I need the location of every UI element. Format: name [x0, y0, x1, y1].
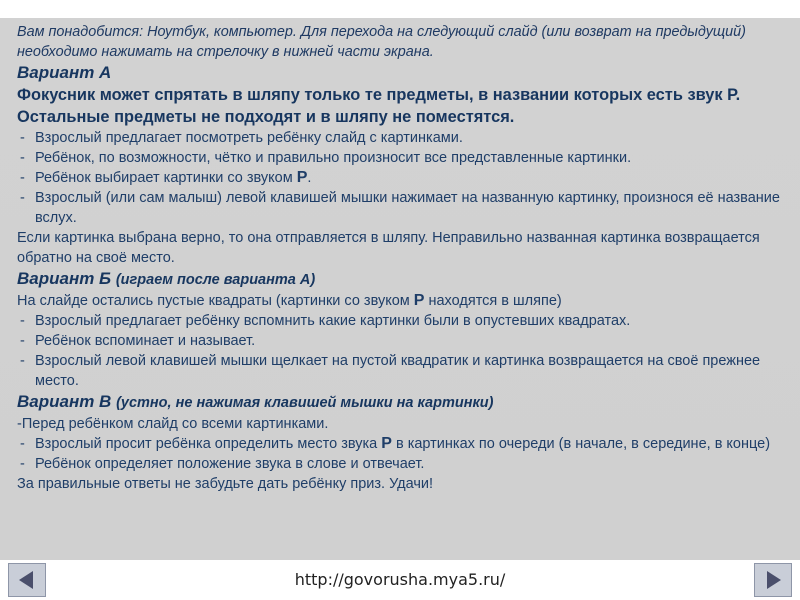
sound-letter: Р	[413, 292, 425, 309]
list-marker: -	[20, 150, 25, 166]
list-marker: -	[20, 313, 25, 329]
variant-b-subtitle: (играем после варианта А)	[115, 272, 316, 288]
slide-content	[17, 22, 792, 494]
list-marker: -	[20, 190, 25, 206]
variant-a-lead: Фокусник может спрятать в шляпу только те предметы, в названии которых есть звук Р. Остальные предметы не подходят и в шляпу не поместятся.	[17, 86, 741, 126]
sound-letter: Р	[381, 435, 392, 452]
list-marker: -	[20, 333, 25, 349]
variant-v-subtitle: (устно, не нажимая клавишей мышки на картинки)	[116, 395, 494, 411]
list-item: - Ребёнок выбирает картинки со звуком Р.	[20, 169, 312, 186]
list-item: - Взрослый (или сам малыш) левой клавишей мышки нажимает на названную картинку, произнося её название вслух.	[20, 190, 780, 226]
list-marker: -	[20, 436, 25, 452]
variant-b-title: Вариант Б (играем после варианта А)	[17, 269, 316, 288]
list-marker: -	[20, 130, 25, 146]
variant-a-title: Вариант А	[17, 63, 112, 82]
list-item: - Взрослый предлагает посмотреть ребёнку слайд с картинками.	[20, 130, 463, 146]
sound-letter: Р	[296, 169, 308, 186]
variant-a-conclusion: Если картинка выбрана верно, то она отправляется в шляпу. Неправильно названная картинка возвращается обратно на своё место.	[17, 230, 760, 266]
intro-text: Вам понадобится: Ноутбук, компьютер. Для перехода на следующий слайд (или возврат на предыдущий) необходимо нажимать на стрелочку в нижней части экрана.	[17, 24, 746, 60]
list-item: - Взрослый левой клавишей мышки щелкает на пустой квадратик и картинка возвращается на своё прежнее место.	[20, 353, 761, 389]
list-item: - Ребёнок вспоминает и называет.	[20, 333, 256, 349]
variant-v-lead: -Перед ребёнком слайд со всеми картинками.	[17, 416, 329, 432]
list-item: - Ребёнок, по возможности, чётко и правильно произносит все представленные картинки.	[20, 150, 632, 166]
list-item: - Взрослый предлагает ребёнку вспомнить какие картинки были в опустевших квадратах.	[20, 313, 631, 329]
list-marker: -	[20, 170, 25, 186]
list-marker: -	[20, 456, 25, 472]
variant-b-lead: На слайде остались пустые квадраты (картинки со звуком Р находятся в шляпе)	[17, 292, 562, 309]
next-slide-button[interactable]	[754, 563, 792, 597]
list-item: - Ребёнок определяет положение звука в слове и отвечает.	[20, 456, 425, 472]
footer-url: http://govorusha.mya5.ru/	[294, 570, 506, 589]
closing-text: За правильные ответы не забудьте дать ребёнку приз. Удачи!	[17, 476, 434, 492]
list-item: - Взрослый просит ребёнка определить место звука Р в картинках по очереди (в начале, в середине, в конце)	[20, 435, 771, 452]
triangle-right-icon	[762, 569, 784, 591]
list-marker: -	[20, 353, 25, 369]
variant-v-title: Вариант В (устно, не нажимая клавишей мышки на картинки)	[17, 392, 494, 411]
